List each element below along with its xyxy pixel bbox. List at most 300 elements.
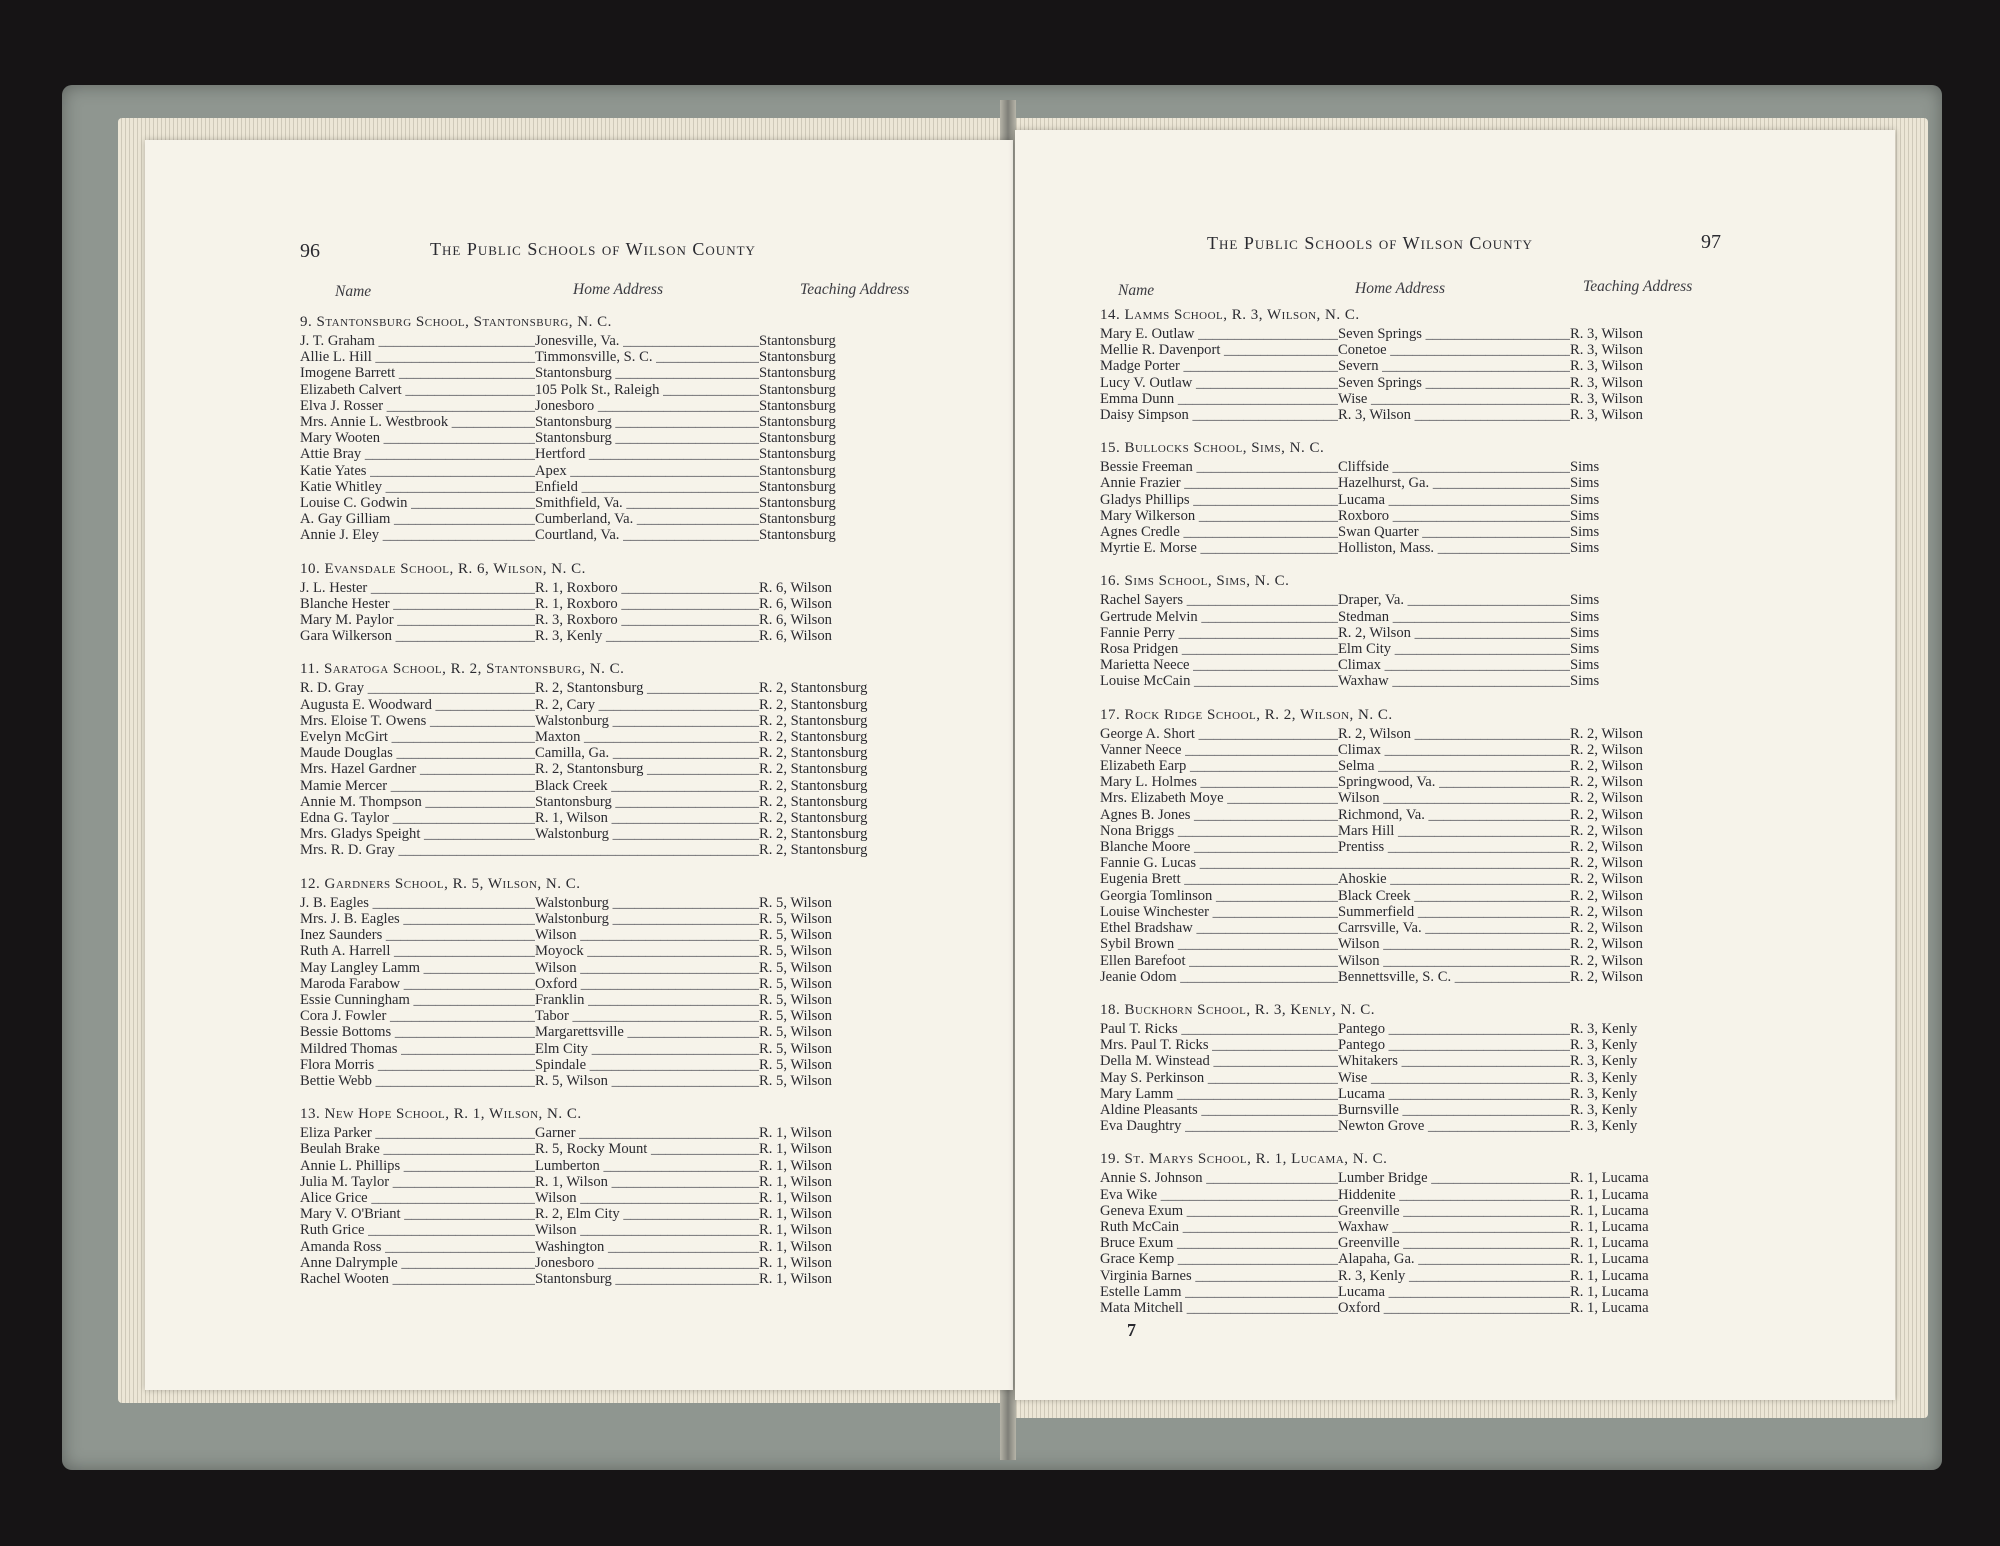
teacher-row (1100, 625, 1840, 641)
teacher-row (300, 810, 980, 826)
teaching-address: R. 5, Wilson (759, 1072, 832, 1089)
home-address: Newton Grove _____ (1338, 1118, 1570, 1134)
teacher-row (300, 414, 980, 430)
school-section (1100, 573, 1840, 689)
teaching-address: R. 6, Wilson (759, 612, 832, 629)
school-section (1100, 1002, 1840, 1134)
home-address: Wilson _____ (1338, 953, 1570, 969)
teacher-row (300, 826, 980, 842)
teaching-address: R. 5, Wilson (759, 1040, 832, 1057)
home-address: Wise _____ (1338, 1070, 1570, 1086)
teaching-address: Sims (1570, 641, 1600, 658)
teaching-address: R. 2, Stantonsburg (759, 777, 868, 794)
home-address: Prentiss _____ (1338, 839, 1570, 855)
teacher-row (300, 1073, 980, 1089)
column-header-home-address: Home Address (573, 281, 663, 298)
home-address: Selma _____ (1338, 758, 1570, 774)
teaching-address: R. 1, Wilson (759, 1173, 832, 1190)
teaching-address: R. 1, Lucama (1570, 1299, 1649, 1316)
teacher-name: Jeanie Odom _____ (1100, 969, 1338, 985)
teaching-address: R. 2, Wilson (1570, 952, 1643, 969)
teaching-address: R. 2, Wilson (1570, 822, 1643, 839)
teacher-name: Evelyn McGirt _____ (300, 729, 535, 745)
teacher-name: Madge Porter _____ (1100, 358, 1338, 374)
teacher-row (1100, 358, 1840, 374)
teaching-address: R. 2, Wilson (1570, 758, 1643, 775)
teacher-name: Elizabeth Earp _____ (1100, 758, 1338, 774)
teacher-name: Katie Yates _____ (300, 463, 535, 479)
signature-mark: 7 (1127, 1320, 1136, 1340)
teacher-row (1100, 1235, 1840, 1251)
teaching-address: R. 3, Kenly (1570, 1118, 1638, 1135)
home-address: R. 3, Roxboro _____ (535, 612, 759, 628)
teacher-name: Maude Douglas _____ (300, 745, 535, 761)
school-section (300, 314, 980, 544)
teacher-row (1100, 407, 1840, 423)
school-heading: 9. Stantonsburg School, Stantonsburg, N. C. (300, 314, 612, 330)
teacher-name: Annie L. Phillips _____ (300, 1158, 535, 1174)
home-address: Greenville _____ (1338, 1235, 1570, 1251)
teacher-name: Annie M. Thompson _____ (300, 794, 535, 810)
teaching-address: Stantonsburg (759, 430, 836, 447)
home-address: Walstonburg _____ (535, 826, 759, 842)
teaching-address: R. 3, Wilson (1570, 407, 1643, 424)
home-address (535, 842, 759, 858)
teaching-address: R. 1, Lucama (1570, 1218, 1649, 1235)
home-address: Jonesville, Va. _____ (535, 333, 759, 349)
teacher-row (300, 612, 980, 628)
teacher-name: Rachel Sayers _____ (1100, 592, 1338, 608)
teacher-name: Estelle Lamm _____ (1100, 1284, 1338, 1300)
teacher-row (1100, 492, 1840, 508)
teacher-name: Annie Frazier _____ (1100, 475, 1338, 491)
home-address: R. 2, Stantonsburg _____ (535, 761, 759, 777)
home-address: Seven Springs _____ (1338, 326, 1570, 342)
teaching-address: R. 5, Wilson (759, 1024, 832, 1041)
teacher-name: J. L. Hester _____ (300, 580, 535, 596)
teaching-address: R. 2, Stantonsburg (759, 793, 868, 810)
teacher-row (1100, 774, 1840, 790)
teacher-row (1100, 1251, 1840, 1267)
teacher-name: Ruth McCain _____ (1100, 1219, 1338, 1235)
home-address: Hiddenite _____ (1338, 1187, 1570, 1203)
teaching-address: Stantonsburg (759, 462, 836, 479)
teacher-name: Mary E. Outlaw _____ (1100, 326, 1338, 342)
teacher-name: Mary M. Paylor _____ (300, 612, 535, 628)
teacher-name: Gara Wilkerson _____ (300, 628, 535, 644)
teaching-address: R. 5, Wilson (759, 943, 832, 960)
home-address: R. 2, Wilson _____ (1338, 726, 1570, 742)
teacher-name: Nona Briggs _____ (1100, 823, 1338, 839)
right-page (1015, 130, 1895, 1400)
teacher-row (300, 960, 980, 976)
home-address: R. 5, Wilson _____ (535, 1073, 759, 1089)
teaching-address: R. 1, Lucama (1570, 1251, 1649, 1268)
teaching-address: R. 2, Wilson (1570, 774, 1643, 791)
school-heading: 12. Gardners School, R. 5, Wilson, N. C. (300, 875, 581, 892)
teaching-address: Sims (1570, 673, 1600, 690)
teacher-row (300, 527, 980, 543)
teacher-row (300, 365, 980, 381)
teacher-row (1100, 592, 1840, 608)
home-address: Stantonsburg _____ (535, 365, 759, 381)
teacher-name: Cora J. Fowler _____ (300, 1008, 535, 1024)
teaching-address: Sims (1570, 608, 1600, 625)
teaching-address: R. 2, Stantonsburg (759, 696, 868, 713)
teacher-row (300, 778, 980, 794)
teacher-row (1100, 790, 1840, 806)
home-address: Summerfield _____ (1338, 904, 1570, 920)
teacher-row (1100, 391, 1840, 407)
teacher-name: Annie J. Eley _____ (300, 527, 535, 543)
teacher-name: Grace Kemp _____ (1100, 1251, 1338, 1267)
teaching-address: R. 2, Wilson (1570, 806, 1643, 823)
teaching-address: R. 3, Kenly (1570, 1020, 1638, 1037)
teacher-name: Amanda Ross _____ (300, 1239, 535, 1255)
home-address: R. 2, Elm City _____ (535, 1206, 759, 1222)
teacher-name: Ruth Grice _____ (300, 1222, 535, 1238)
teaching-address: R. 1, Wilson (759, 1222, 832, 1239)
teacher-name: Elizabeth Calvert _____ (300, 382, 535, 398)
teacher-row (1100, 936, 1840, 952)
teacher-name: Mary Wooten _____ (300, 430, 535, 446)
teacher-name: Rosa Pridgen _____ (1100, 641, 1338, 657)
teacher-row (1100, 1070, 1840, 1086)
teacher-name: Mrs. Gladys Speight _____ (300, 826, 535, 842)
teacher-row (300, 794, 980, 810)
page-number-left: 96 (300, 240, 320, 262)
home-address: Richmond, Va. _____ (1338, 807, 1570, 823)
home-address: Hertford _____ (535, 446, 759, 462)
home-address: Wilson _____ (535, 927, 759, 943)
home-address: Walstonburg _____ (535, 911, 759, 927)
home-address: Franklin _____ (535, 992, 759, 1008)
home-address: Swan Quarter _____ (1338, 524, 1570, 540)
teacher-name: Della M. Winstead _____ (1100, 1053, 1338, 1069)
teaching-address: Stantonsburg (759, 446, 836, 463)
teaching-address: R. 5, Wilson (759, 1008, 832, 1025)
home-address: Camilla, Ga. _____ (535, 745, 759, 761)
teacher-name: Bessie Bottoms _____ (300, 1024, 535, 1040)
teacher-name: Anne Dalrymple _____ (300, 1255, 535, 1271)
teacher-name: Beulah Brake _____ (300, 1141, 535, 1157)
school-heading: 15. Bullocks School, Sims, N. C. (1100, 440, 1325, 457)
teacher-row (1100, 609, 1840, 625)
teacher-name: Julia M. Taylor _____ (300, 1174, 535, 1190)
teacher-name: Edna G. Taylor _____ (300, 810, 535, 826)
teacher-row (300, 398, 980, 414)
teacher-row (1100, 1053, 1840, 1069)
teacher-row (300, 333, 980, 349)
teacher-name: Mary Lamm _____ (1100, 1086, 1338, 1102)
running-head-left: The Public Schools of Wilson County (430, 239, 756, 259)
teacher-name: Fannie Perry _____ (1100, 625, 1338, 641)
teaching-address: R. 1, Wilson (759, 1189, 832, 1206)
teaching-address: R. 1, Wilson (759, 1270, 832, 1287)
school-section (300, 561, 980, 645)
teacher-name: Eva Daughtry _____ (1100, 1118, 1338, 1134)
teacher-name: Paul T. Ricks _____ (1100, 1021, 1338, 1037)
teacher-row (1100, 657, 1840, 673)
school-section (1100, 440, 1840, 556)
teacher-row (1100, 508, 1840, 524)
page-number-right: 97 (1701, 231, 1721, 253)
teacher-name: Flora Morris _____ (300, 1057, 535, 1073)
teacher-row (300, 745, 980, 761)
teacher-row (300, 446, 980, 462)
teacher-row (300, 580, 980, 596)
teaching-address: R. 5, Wilson (759, 975, 832, 992)
teacher-row (1100, 375, 1840, 391)
school-section (300, 876, 980, 1089)
teacher-name: J. B. Eagles _____ (300, 895, 535, 911)
home-address: Severn _____ (1338, 358, 1570, 374)
teacher-row (1100, 1118, 1840, 1134)
home-address: Washington _____ (535, 1239, 759, 1255)
teacher-name: Rachel Wooten _____ (300, 1271, 535, 1287)
home-address: Wise _____ (1338, 391, 1570, 407)
teaching-address: R. 1, Lucama (1570, 1202, 1649, 1219)
home-address: Conetoe _____ (1338, 342, 1570, 358)
teaching-address: R. 1, Wilson (759, 1157, 832, 1174)
teaching-address: R. 3, Wilson (1570, 342, 1643, 359)
school-heading: 11. Saratoga School, R. 2, Stantonsburg, N. C. (300, 661, 625, 678)
teacher-row (1100, 1187, 1840, 1203)
teacher-name: Louise Winchester _____ (1100, 904, 1338, 920)
school-heading: 14. Lamms School, R. 3, Wilson, N. C. (1100, 307, 1360, 323)
teacher-row (1100, 726, 1840, 742)
teaching-address: R. 3, Wilson (1570, 326, 1643, 342)
home-address: Waxhaw _____ (1338, 673, 1570, 689)
school-heading: 10. Evansdale School, R. 6, Wilson, N. C. (300, 560, 586, 577)
home-address: Springwood, Va. _____ (1338, 774, 1570, 790)
teacher-row (300, 729, 980, 745)
teacher-row (1100, 1021, 1840, 1037)
teacher-name: Ruth A. Harrell _____ (300, 943, 535, 959)
home-address: Greenville _____ (1338, 1203, 1570, 1219)
running-head-right: The Public Schools of Wilson County (1207, 233, 1533, 253)
teacher-name: Augusta E. Woodward _____ (300, 697, 535, 713)
teacher-row (300, 1158, 980, 1174)
school-section (1100, 1151, 1840, 1316)
teacher-row (1100, 871, 1840, 887)
home-address: Pantego _____ (1338, 1021, 1570, 1037)
home-address: Bennettsville, S. C. _____ (1338, 969, 1570, 985)
teacher-name: Annie S. Johnson _____ (1100, 1170, 1338, 1186)
teaching-address: R. 3, Kenly (1570, 1053, 1638, 1070)
home-address: Oxford _____ (535, 976, 759, 992)
home-address: Alapaha, Ga. _____ (1338, 1251, 1570, 1267)
home-address: Carrsville, Va. _____ (1338, 920, 1570, 936)
home-address: Black Creek _____ (535, 778, 759, 794)
teacher-row (300, 680, 980, 696)
teaching-address: R. 6, Wilson (759, 595, 832, 612)
home-address: 105 Polk St., Raleigh _____ (535, 382, 759, 398)
home-address: Cliffside _____ (1338, 459, 1570, 475)
home-address: R. 2, Stantonsburg _____ (535, 680, 759, 696)
teacher-row (300, 495, 980, 511)
teacher-row (1100, 1037, 1840, 1053)
home-address: Stantonsburg _____ (535, 794, 759, 810)
school-listing-right (1100, 307, 1840, 1333)
teacher-name: R. D. Gray _____ (300, 680, 535, 696)
teacher-name: Aldine Pleasants _____ (1100, 1102, 1338, 1118)
teaching-address: R. 2, Wilson (1570, 741, 1643, 758)
teaching-address: R. 2, Stantonsburg (759, 745, 868, 762)
teacher-name: Mellie R. Davenport _____ (1100, 342, 1338, 358)
teaching-address: R. 2, Stantonsburg (759, 810, 868, 827)
teacher-row (1100, 839, 1840, 855)
home-address: Climax _____ (1338, 657, 1570, 673)
teacher-name: A. Gay Gilliam _____ (300, 511, 535, 527)
teaching-address: R. 1, Lucama (1570, 1186, 1649, 1203)
teaching-address: R. 2, Wilson (1570, 855, 1643, 872)
teaching-address: R. 5, Wilson (759, 927, 832, 944)
teacher-row (300, 1255, 980, 1271)
teacher-row (1100, 475, 1840, 491)
home-address: Walstonburg _____ (535, 895, 759, 911)
home-address: R. 3, Kenly _____ (535, 628, 759, 644)
teaching-address: R. 3, Kenly (1570, 1085, 1638, 1102)
home-address: Tabor _____ (535, 1008, 759, 1024)
teaching-address: Sims (1570, 657, 1600, 674)
teaching-address: Sims (1570, 524, 1600, 541)
teacher-row (300, 1206, 980, 1222)
teaching-address: R. 5, Wilson (759, 991, 832, 1008)
school-heading: 19. St. Marys School, R. 1, Lucama, N. C. (1100, 1151, 1388, 1168)
home-address: Burnsville _____ (1338, 1102, 1570, 1118)
column-header-home-address: Home Address (1355, 280, 1445, 297)
teaching-address: R. 5, Wilson (759, 959, 832, 976)
teaching-address: R. 5, Wilson (759, 910, 832, 927)
teaching-address: Stantonsburg (759, 349, 836, 366)
home-address: Wilson _____ (535, 960, 759, 976)
teacher-name: Virginia Barnes _____ (1100, 1268, 1338, 1284)
teaching-address: R. 2, Stantonsburg (759, 712, 868, 729)
home-address: Pantego _____ (1338, 1037, 1570, 1053)
teacher-name: Bettie Webb _____ (300, 1073, 535, 1089)
teacher-name: George A. Short _____ (1100, 726, 1338, 742)
teacher-row (300, 430, 980, 446)
teacher-name: Eliza Parker _____ (300, 1125, 535, 1141)
home-address: R. 3, Kenly _____ (1338, 1268, 1570, 1284)
teacher-row (300, 479, 980, 495)
teaching-address: R. 2, Wilson (1570, 725, 1643, 742)
school-section (1100, 307, 1840, 423)
teacher-row (1100, 888, 1840, 904)
teacher-name: Mrs. J. B. Eagles _____ (300, 911, 535, 927)
home-address: Maxton _____ (535, 729, 759, 745)
teaching-address: R. 3, Kenly (1570, 1101, 1638, 1118)
teaching-address: R. 2, Wilson (1570, 968, 1643, 985)
teaching-address: R. 2, Wilson (1570, 887, 1643, 904)
teacher-row (300, 511, 980, 527)
teacher-name: Mrs. Paul T. Ricks _____ (1100, 1037, 1338, 1053)
teacher-row (300, 697, 980, 713)
home-address: Spindale _____ (535, 1057, 759, 1073)
teacher-name: Geneva Exum _____ (1100, 1203, 1338, 1219)
teaching-address: R. 1, Wilson (759, 1125, 832, 1142)
home-address: Walstonburg _____ (535, 713, 759, 729)
teacher-name: Mamie Mercer _____ (300, 778, 535, 794)
teacher-name: Attie Bray _____ (300, 446, 535, 462)
teaching-address: R. 1, Wilson (759, 1254, 832, 1271)
teacher-row (1100, 1170, 1840, 1186)
home-address: Waxhaw _____ (1338, 1219, 1570, 1235)
teacher-row (1100, 807, 1840, 823)
teacher-row (300, 1041, 980, 1057)
teacher-name: Elva J. Rosser _____ (300, 398, 535, 414)
teacher-row (300, 992, 980, 1008)
teacher-row (1100, 673, 1840, 689)
teaching-address: Sims (1570, 475, 1600, 492)
teacher-name: Mildred Thomas _____ (300, 1041, 535, 1057)
teaching-address: Stantonsburg (759, 414, 836, 431)
teacher-row (300, 1239, 980, 1255)
teacher-name: Myrtie E. Morse _____ (1100, 540, 1338, 556)
teacher-row (300, 1222, 980, 1238)
home-address: Stantonsburg _____ (535, 430, 759, 446)
teacher-name: Maroda Farabow _____ (300, 976, 535, 992)
teaching-address: R. 2, Stantonsburg (759, 729, 868, 746)
teacher-name: Mrs. Elizabeth Moye _____ (1100, 790, 1338, 806)
home-address: R. 2, Cary _____ (535, 697, 759, 713)
teacher-name: May Langley Lamm _____ (300, 960, 535, 976)
home-address: Lucama _____ (1338, 492, 1570, 508)
teacher-row (1100, 855, 1840, 871)
home-address: Oxford _____ (1338, 1300, 1570, 1316)
home-address (1338, 855, 1570, 871)
home-address: Wilson _____ (1338, 790, 1570, 806)
teacher-name: Bruce Exum _____ (1100, 1235, 1338, 1251)
teacher-name: Lucy V. Outlaw _____ (1100, 375, 1338, 391)
teacher-row (1100, 953, 1840, 969)
teaching-address: R. 1, Wilson (759, 1238, 832, 1255)
teaching-address: Stantonsburg (759, 495, 836, 512)
home-address: Ahoskie _____ (1338, 871, 1570, 887)
teacher-row (300, 713, 980, 729)
teaching-address: R. 1, Lucama (1570, 1170, 1649, 1187)
teacher-name: Essie Cunningham _____ (300, 992, 535, 1008)
teacher-name: Georgia Tomlinson _____ (1100, 888, 1338, 904)
teacher-name: Mary L. Holmes _____ (1100, 774, 1338, 790)
home-address: Smithfield, Va. _____ (535, 495, 759, 511)
teaching-address: R. 3, Wilson (1570, 374, 1643, 391)
home-address: Draper, Va. _____ (1338, 592, 1570, 608)
teacher-row (300, 761, 980, 777)
teacher-row (300, 1125, 980, 1141)
teaching-address: R. 3, Wilson (1570, 390, 1643, 407)
teacher-name: Mrs. Eloise T. Owens _____ (300, 713, 535, 729)
teacher-name: J. T. Graham _____ (300, 333, 535, 349)
teaching-address: Stantonsburg (759, 397, 836, 414)
home-address: Mars Hill _____ (1338, 823, 1570, 839)
teacher-row (300, 596, 980, 612)
home-address: Lucama _____ (1338, 1284, 1570, 1300)
teacher-row (300, 1057, 980, 1073)
teaching-address: Stantonsburg (759, 381, 836, 398)
teaching-address: R. 6, Wilson (759, 628, 832, 645)
teaching-address: R. 5, Wilson (759, 1056, 832, 1073)
teaching-address: Sims (1570, 624, 1600, 641)
teaching-address: Sims (1570, 491, 1600, 508)
teacher-row (1100, 742, 1840, 758)
teacher-row (1100, 823, 1840, 839)
home-address: Wilson _____ (535, 1222, 759, 1238)
school-heading: 17. Rock Ridge School, R. 2, Wilson, N. C. (1100, 706, 1393, 723)
teaching-address: R. 2, Stantonsburg (759, 826, 868, 843)
teaching-address: R. 3, Kenly (1570, 1037, 1638, 1054)
